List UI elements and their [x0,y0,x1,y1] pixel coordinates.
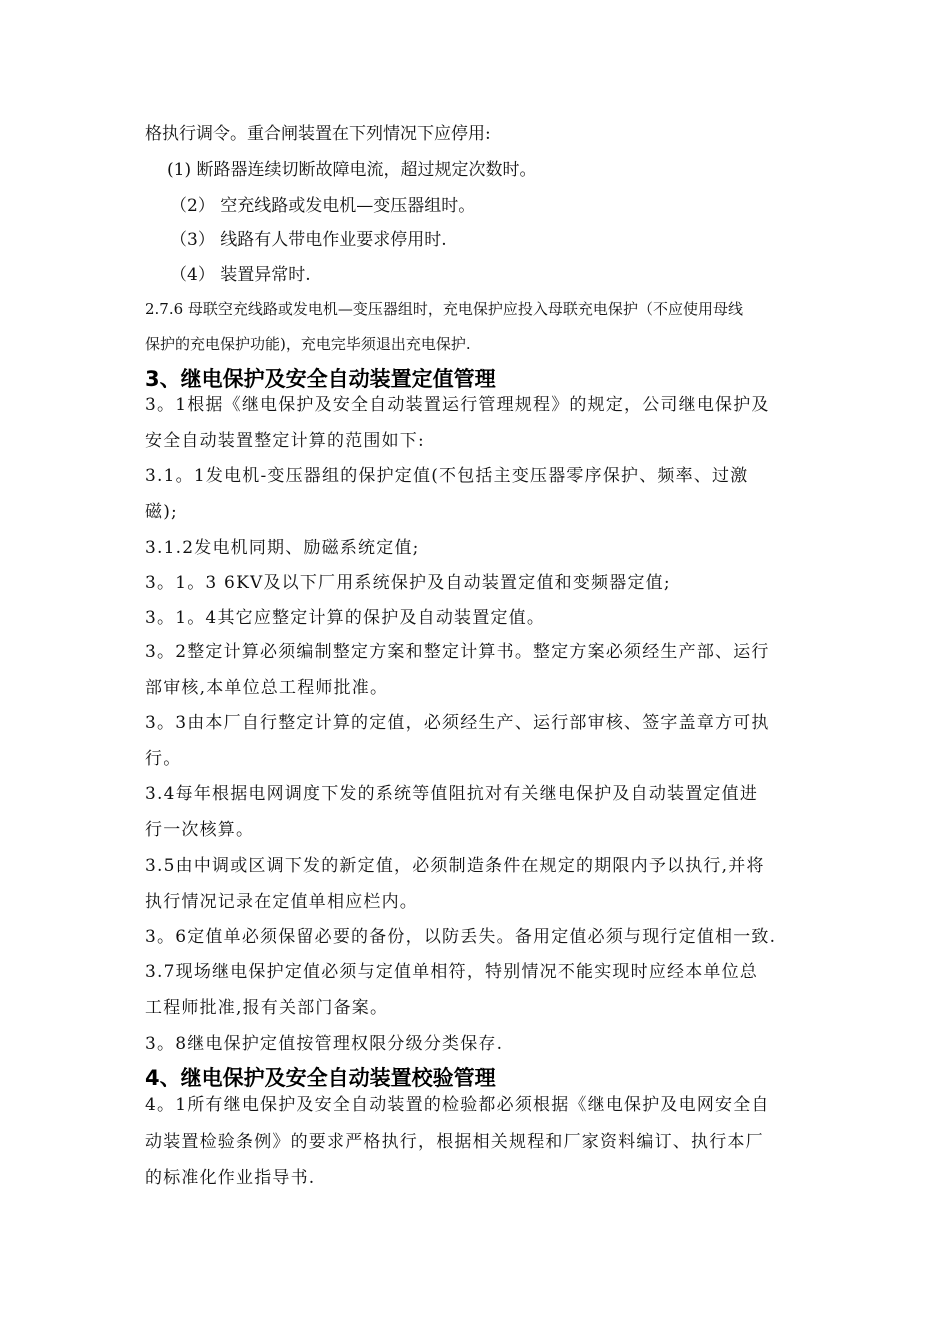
text-line: 3.5由中调或区调下发的新定值，必须制造条件在规定的期限内予以执行,并将 [145,856,765,876]
text-line: 3。3由本厂自行整定计算的定值，必须经生产、运行部审核、签字盖章方可执 [145,713,770,733]
text-line: 磁); [145,502,178,522]
list-item: （3） 线路有人带电作业要求停用时. [170,230,447,250]
list-item: （4） 装置异常时. [170,265,311,285]
section-heading: 3、继电保护及安全自动装置定值管理 [145,367,496,391]
section-heading: 4、继电保护及安全自动装置校验管理 [145,1066,496,1090]
text-line: 3.4每年根据电网调度下发的系统等值阻抗对有关继电保护及自动装置定值进 [145,784,759,804]
text-line: 3.1.2发电机同期、励磁系统定值; [145,538,420,558]
text-line: 4。1所有继电保护及安全自动装置的检验都必须根据《继电保护及电网安全自 [145,1095,770,1115]
text-line: 动装置检验条例》的要求严格执行，根据相关规程和厂家资料编订、执行本厂 [145,1132,764,1152]
text-line: 3。2整定计算必须编制整定方案和整定计算书。整定方案必须经生产部、运行 [145,642,770,662]
text-line: 3.7现场继电保护定值必须与定值单相符，特别情况不能实现时应经本单位总 [145,962,759,982]
text-line: 3。1。3 6KV及以下厂用系统保护及自动装置定值和变频器定值; [145,573,671,593]
list-item: (1) 断路器连续切断故障电流，超过规定次数时。 [167,160,537,180]
list-item: （2） 空充线路或发电机—变压器组时。 [170,196,476,216]
text-line: 3.1。1发电机-变压器组的保护定值(不包括主变压器零序保护、频率、过激 [145,466,749,486]
text-line: 执行情况记录在定值单相应栏内。 [145,892,418,912]
text-line: 安全自动装置整定计算的范围如下: [145,431,425,451]
text-line: 保护的充电保护功能)，充电完毕须退出充电保护. [145,335,471,353]
text-line: 3。8继电保护定值按管理权限分级分类保存. [145,1034,504,1054]
text-line: 部审核,本单位总工程师批准。 [145,678,389,698]
text-line: 2.7.6 母联空充线路或发电机—变压器组时，充电保护应投入母联充电保护（不应使用母线 [145,300,743,318]
text-line: 3。1。4其它应整定计算的保护及自动装置定值。 [145,608,546,628]
text-line: 行一次核算。 [145,820,255,840]
text-line: 工程师批准,报有关部门备案。 [145,998,389,1018]
text-line: 行。 [145,749,182,769]
text-line: 格执行调令。重合闸装置在下列情况下应停用: [145,124,491,144]
text-line: 3。6定值单必须保留必要的备份，以防丢失。备用定值必须与现行定值相一致. [145,927,777,947]
text-line: 3。1根据《继电保护及安全自动装置运行管理规程》的规定，公司继电保护及 [145,395,770,415]
text-line: 的标准化作业指导书. [145,1168,316,1188]
